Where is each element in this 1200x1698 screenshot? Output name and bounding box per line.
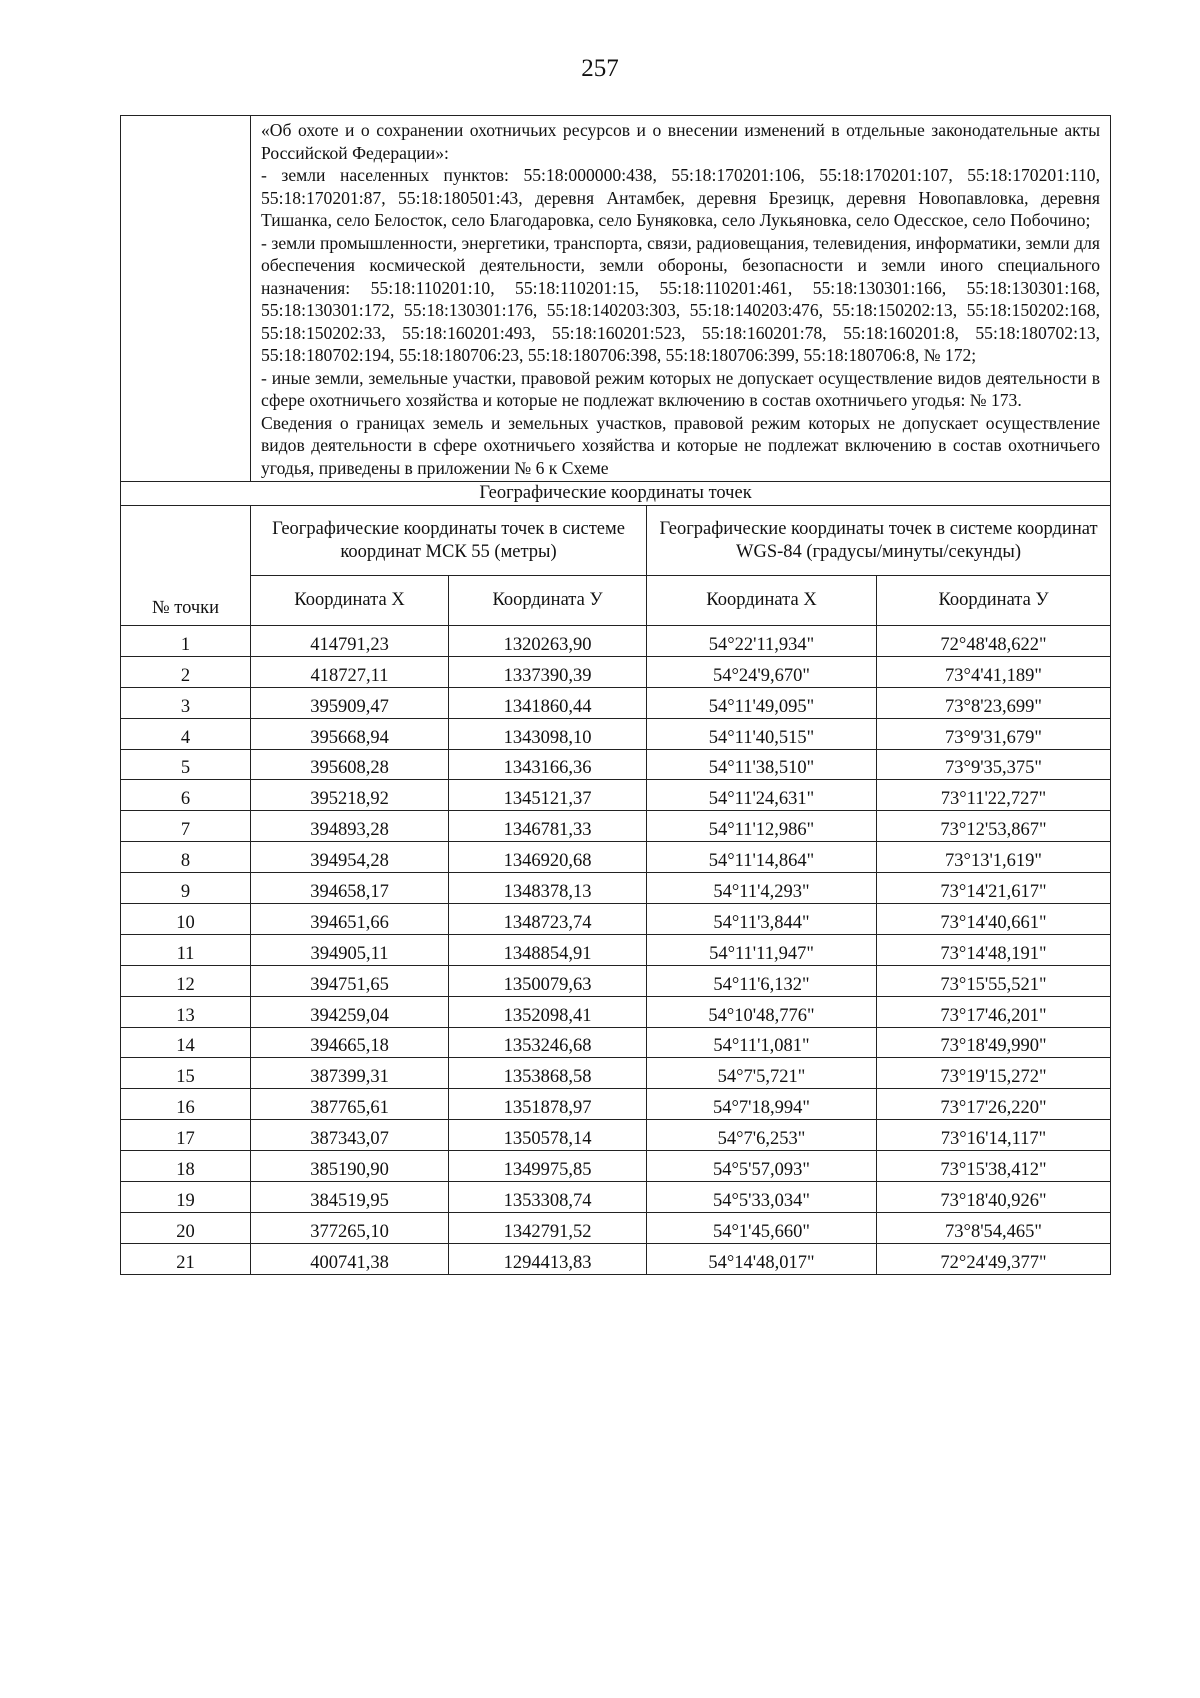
wgs-x-cell: 54°11'6,132": [647, 965, 877, 996]
table-row: [121, 934, 1111, 965]
page-number: 257: [581, 55, 619, 82]
wgs-x-cell: 54°5'57,093": [647, 1151, 877, 1182]
msk-y-cell: 1346781,33: [449, 811, 647, 842]
msk-x-cell: 384519,95: [251, 1182, 449, 1213]
table-title: Географические координаты точек: [121, 482, 1111, 506]
wgs-y-cell: 72°24'49,377": [877, 1243, 1111, 1274]
point-number-cell: 2: [121, 656, 251, 687]
msk-y-cell: 1352098,41: [449, 996, 647, 1027]
point-number-cell: 6: [121, 780, 251, 811]
wgs-x-cell: 54°7'5,721": [647, 1058, 877, 1089]
wgs-x-cell: 54°7'6,253": [647, 1120, 877, 1151]
point-number-cell: 12: [121, 965, 251, 996]
msk-x-cell: 395218,92: [251, 780, 449, 811]
wgs-y-cell: 73°9'31,679": [877, 718, 1111, 749]
point-number-cell: 13: [121, 996, 251, 1027]
msk-y-cell: 1320263,90: [449, 626, 647, 657]
wgs-x-cell: 54°11'38,510": [647, 749, 877, 780]
wgs-group-header: Географические координаты точек в системе координат WGS-84 (градусы/минуты/секунды): [647, 506, 1111, 576]
table-row: [121, 842, 1111, 873]
table-row: [121, 811, 1111, 842]
wgs-x-cell: 54°14'48,017": [647, 1243, 877, 1274]
point-number-cell: 18: [121, 1151, 251, 1182]
msk-y-cell: 1342791,52: [449, 1212, 647, 1243]
wgs-x-cell: 54°11'1,081": [647, 1027, 877, 1058]
wgs-x-cell: 54°11'11,947": [647, 934, 877, 965]
wgs-x-cell: 54°10'48,776": [647, 996, 877, 1027]
wgs-x-cell: 54°11'4,293": [647, 873, 877, 904]
intro-paragraph: - земли промышленности, энергетики, транспорта, связи, радиовещания, телевидения, информатики, земли для обеспечения космической деятельности, земли обороны, безопасности и земли иного специального назначения: 55:18:110201:10, 55:18:110201:15, 55:18:110201:461, 55:18:130301:166, 55:18:130301:168, 55:18:130301:172, 55:18:130301:176, 55:18:140203:303, 55:18:140203:476, 55:18:150202:13, 55:18:150202:168, 55:18:150202:33, 55:18:160201:493, 55:18:160201:523, 55:18:160201:78, 55:18:160201:8, 55:18:180702:13, 55:18:180702:194, 55:18:180706:23, 55:18:180706:398, 55:18:180706:399, 55:18:180706:8, № 172;: [261, 232, 1101, 365]
msk-x-cell: 394259,04: [251, 996, 449, 1027]
wgs-y-cell: 73°8'54,465": [877, 1212, 1111, 1243]
point-number-cell: 8: [121, 842, 251, 873]
intro-paragraph: Сведения о границах земель и земельных участков, правовой режим которых не допускает осуществление видов деятельности в сфере охотничьего хозяйства и которые не подлежат включению в состав охотничьего угодья, приведены в приложении № 6 к Схеме: [261, 412, 1101, 478]
point-number-cell: 11: [121, 934, 251, 965]
msk-x-header: Координата Х: [251, 576, 449, 626]
wgs-y-cell: 73°8'23,699": [877, 687, 1111, 718]
table-row: [121, 1027, 1111, 1058]
table-row: [121, 656, 1111, 687]
msk-y-cell: 1345121,37: [449, 780, 647, 811]
msk-x-cell: 394665,18: [251, 1027, 449, 1058]
wgs-x-header: Координата Х: [647, 576, 877, 626]
table-row: [121, 1182, 1111, 1213]
wgs-x-cell: 54°11'3,844": [647, 904, 877, 935]
msk-y-cell: 1337390,39: [449, 656, 647, 687]
wgs-y-cell: 72°48'48,622": [877, 626, 1111, 657]
coordinates-table: [120, 115, 1111, 1275]
msk-y-cell: 1350578,14: [449, 1120, 647, 1151]
wgs-x-cell: 54°7'18,994": [647, 1089, 877, 1120]
msk-y-cell: 1353308,74: [449, 1182, 647, 1213]
point-number-cell: 5: [121, 749, 251, 780]
table-row: [121, 1058, 1111, 1089]
wgs-y-cell: 73°18'40,926": [877, 1182, 1111, 1213]
msk-y-cell: 1350079,63: [449, 965, 647, 996]
point-number-cell: 14: [121, 1027, 251, 1058]
wgs-y-cell: 73°9'35,375": [877, 749, 1111, 780]
msk-y-cell: 1349975,85: [449, 1151, 647, 1182]
point-number-cell: 16: [121, 1089, 251, 1120]
point-number-cell: 4: [121, 718, 251, 749]
msk-y-cell: 1343098,10: [449, 718, 647, 749]
msk-y-cell: 1348723,74: [449, 904, 647, 935]
wgs-y-cell: 73°12'53,867": [877, 811, 1111, 842]
table-row: [121, 626, 1111, 657]
table-row: [121, 687, 1111, 718]
msk-x-cell: 414791,23: [251, 626, 449, 657]
msk-y-cell: 1348854,91: [449, 934, 647, 965]
wgs-x-cell: 54°22'11,934": [647, 626, 877, 657]
wgs-y-header: Координата У: [877, 576, 1111, 626]
table-row: [121, 1151, 1111, 1182]
point-number-cell: 21: [121, 1243, 251, 1274]
wgs-y-cell: 73°15'55,521": [877, 965, 1111, 996]
wgs-x-cell: 54°5'33,034": [647, 1182, 877, 1213]
table-row: [121, 1120, 1111, 1151]
table-row: [121, 1212, 1111, 1243]
msk-y-cell: 1353868,58: [449, 1058, 647, 1089]
table-row: [121, 1243, 1111, 1274]
point-number-cell: 20: [121, 1212, 251, 1243]
header-row-columns: [121, 576, 1111, 626]
point-number-cell: 1: [121, 626, 251, 657]
header-row-groups: [121, 506, 1111, 576]
table-row: [121, 996, 1111, 1027]
msk-x-cell: 394954,28: [251, 842, 449, 873]
wgs-y-cell: 73°4'41,189": [877, 656, 1111, 687]
point-number-cell: 9: [121, 873, 251, 904]
table-row: [121, 1089, 1111, 1120]
msk-y-cell: 1294413,83: [449, 1243, 647, 1274]
wgs-x-cell: 54°11'14,864": [647, 842, 877, 873]
msk-x-cell: 394751,65: [251, 965, 449, 996]
point-number-header: № точки: [121, 506, 251, 626]
intro-row: [121, 116, 1111, 482]
point-number-cell: 19: [121, 1182, 251, 1213]
wgs-y-cell: 73°14'21,617": [877, 873, 1111, 904]
msk-y-cell: 1351878,97: [449, 1089, 647, 1120]
msk-x-cell: 394905,11: [251, 934, 449, 965]
intro-paragraph: «Об охоте и о сохранении охотничьих ресурсов и о внесении изменений в отдельные законодательные акты Российской Федерации»:: [261, 120, 1101, 163]
wgs-y-cell: 73°18'49,990": [877, 1027, 1111, 1058]
msk-y-header: Координата У: [449, 576, 647, 626]
wgs-x-cell: 54°24'9,670": [647, 656, 877, 687]
msk-x-cell: 387765,61: [251, 1089, 449, 1120]
msk-x-cell: 387399,31: [251, 1058, 449, 1089]
wgs-x-cell: 54°11'49,095": [647, 687, 877, 718]
intro-paragraph: - земли населенных пунктов: 55:18:000000:438, 55:18:170201:106, 55:18:170201:107, 55:18:170201:110, 55:18:170201:87, 55:18:180501:43, деревня Антамбек, деревня Брезицк, деревня Новопавловка, деревня Тишанка, село Белосток, село Благодаровка, село Буняковка, село Лукьяновка, село Одесское, село Побочино;: [261, 165, 1101, 230]
intro-paragraph: - иные земли, земельные участки, правовой режим которых не допускает осуществление видов деятельности в сфере охотничьего хозяйства и которые не подлежат включению в состав охотничьего угодья: № 173.: [261, 367, 1101, 410]
wgs-y-cell: 73°19'15,272": [877, 1058, 1111, 1089]
table-row: [121, 749, 1111, 780]
wgs-x-cell: 54°1'45,660": [647, 1212, 877, 1243]
msk-y-cell: 1346920,68: [449, 842, 647, 873]
msk-x-cell: 418727,11: [251, 656, 449, 687]
wgs-y-cell: 73°17'26,220": [877, 1089, 1111, 1120]
msk-x-cell: 395608,28: [251, 749, 449, 780]
intro-left-cell: [121, 116, 251, 482]
msk-y-cell: 1353246,68: [449, 1027, 647, 1058]
table-row: [121, 965, 1111, 996]
wgs-x-cell: 54°11'40,515": [647, 718, 877, 749]
wgs-x-cell: 54°11'12,986": [647, 811, 877, 842]
msk-x-cell: 394658,17: [251, 873, 449, 904]
wgs-y-cell: 73°14'48,191": [877, 934, 1111, 965]
wgs-y-cell: 73°13'1,619": [877, 842, 1111, 873]
msk-group-header: Географические координаты точек в системе координат МСК 55 (метры): [251, 506, 647, 576]
msk-x-cell: 394893,28: [251, 811, 449, 842]
msk-x-cell: 395909,47: [251, 687, 449, 718]
table-title-row: [121, 482, 1111, 506]
intro-text-cell: [251, 116, 1111, 482]
point-number-cell: 15: [121, 1058, 251, 1089]
msk-x-cell: 387343,07: [251, 1120, 449, 1151]
msk-x-cell: 385190,90: [251, 1151, 449, 1182]
msk-x-cell: 394651,66: [251, 904, 449, 935]
msk-y-cell: 1341860,44: [449, 687, 647, 718]
table-row: [121, 718, 1111, 749]
msk-y-cell: 1348378,13: [449, 873, 647, 904]
wgs-y-cell: 73°15'38,412": [877, 1151, 1111, 1182]
msk-x-cell: 377265,10: [251, 1212, 449, 1243]
point-number-cell: 7: [121, 811, 251, 842]
wgs-y-cell: 73°17'46,201": [877, 996, 1111, 1027]
wgs-y-cell: 73°11'22,727": [877, 780, 1111, 811]
point-number-cell: 17: [121, 1120, 251, 1151]
msk-y-cell: 1343166,36: [449, 749, 647, 780]
table-row: [121, 904, 1111, 935]
table-row: [121, 780, 1111, 811]
wgs-y-cell: 73°16'14,117": [877, 1120, 1111, 1151]
wgs-x-cell: 54°11'24,631": [647, 780, 877, 811]
point-number-cell: 10: [121, 904, 251, 935]
msk-x-cell: 400741,38: [251, 1243, 449, 1274]
msk-x-cell: 395668,94: [251, 718, 449, 749]
wgs-y-cell: 73°14'40,661": [877, 904, 1111, 935]
point-number-cell: 3: [121, 687, 251, 718]
table-row: [121, 873, 1111, 904]
